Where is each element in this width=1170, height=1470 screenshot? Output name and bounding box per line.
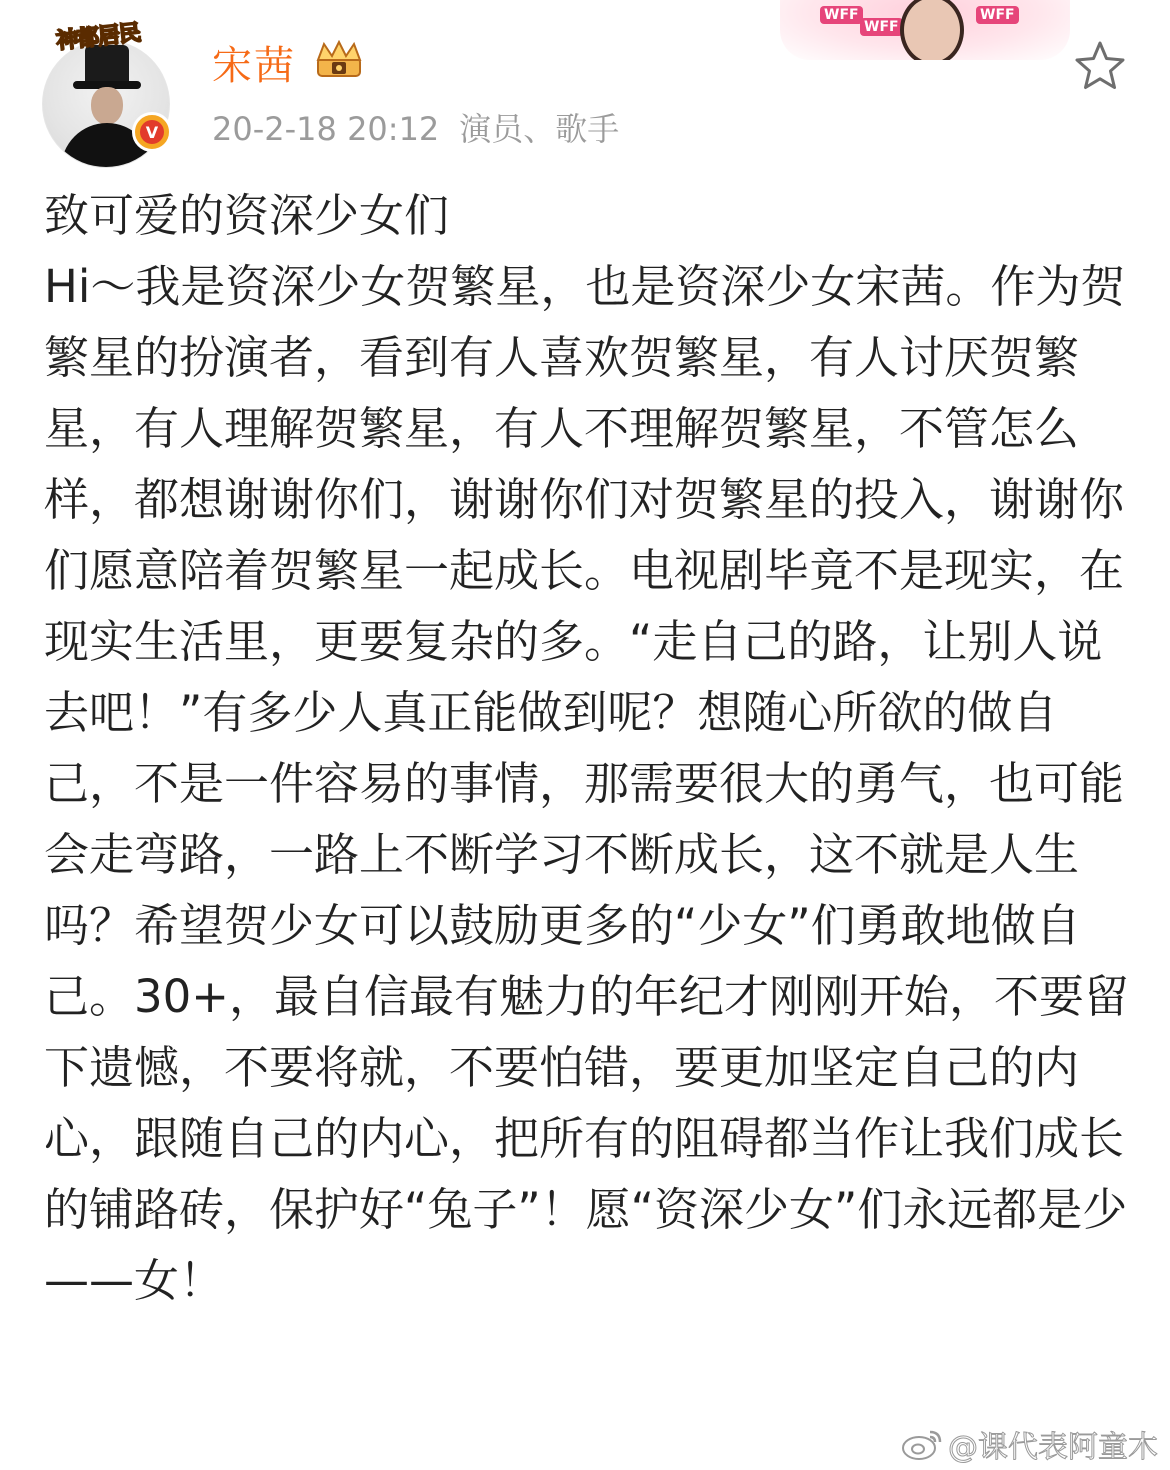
post-header — [0, 0, 1170, 165]
group-badge: 神都居民 — [55, 20, 142, 55]
verified-mark: V — [140, 120, 164, 144]
post-meta — [212, 104, 619, 150]
banner-tag: WFF — [976, 6, 1019, 24]
post-body — [44, 180, 1134, 1316]
banner-tag: WFF — [860, 18, 903, 36]
post-title: 致可爱的资深少女们 — [44, 189, 450, 242]
star-outline-icon[interactable] — [1072, 38, 1128, 94]
author-profession: 演员、歌手 — [459, 110, 620, 148]
watermark — [900, 1422, 1158, 1466]
post-text: Hi～我是资深少女贺繁星，也是资深少女宋茜。作为贺繁星的扮演者，看到有人喜欢贺繁星，有人讨厌贺繁星，有人理解贺繁星，有人不理解贺繁星，不管怎么样，都想谢谢你们，谢谢你们对贺繁星的投入，谢谢你们愿意陪着贺繁星一起成长。电视剧毕竟不是现实，在现实生活里，更要复杂的多。“走自己的路，让别人说去吧！”有多少人真正能做到呢？想随心所欲的做自己，不是一件容易的事情，那需要很大的勇气，也可能会走弯路，一路上不断学习不断成长，这不就是人生吗？希望贺少女可以鼓励更多的“少女”们勇敢地做自己。30+，最自信最有魅力的年纪才刚刚开始，不要留下遗憾，不要将就，不要怕错，要更加坚定自己的内心，跟随自己的内心，把所有的阻碍都当作让我们成长的铺路砖，保护好“兔子”！愿“资深少女”们永远都是少——女！ — [44, 260, 1129, 1307]
weibo-icon — [900, 1426, 944, 1462]
watermark-text: @课代表阿童木 — [948, 1430, 1158, 1465]
author-avatar-area[interactable] — [40, 20, 175, 155]
post-time[interactable]: 20-2-18 20:12 — [212, 110, 440, 148]
verified-badge-icon — [132, 112, 172, 152]
profile-banner[interactable] — [780, 0, 1070, 60]
author-name[interactable]: 宋茜 — [212, 43, 296, 89]
banner-portrait — [900, 0, 964, 60]
avatar-face — [91, 87, 123, 125]
crown-icon[interactable] — [312, 40, 366, 80]
banner-tag: WFF — [820, 6, 863, 24]
